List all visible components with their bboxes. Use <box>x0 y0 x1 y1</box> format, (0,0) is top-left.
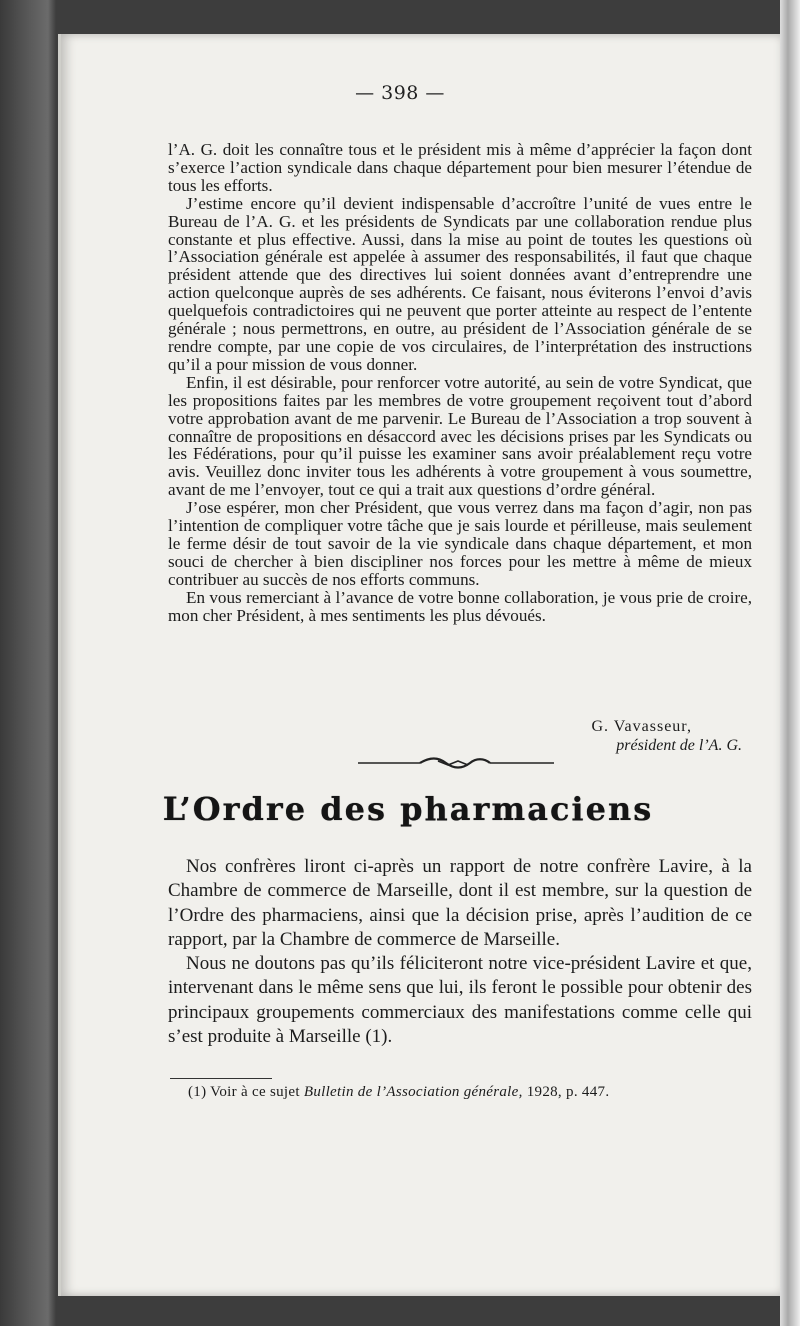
footnote-marker: (1) <box>188 1084 207 1100</box>
letter-paragraph: l’A. G. doit les connaître tous et le président mis à même d’apprécier la façon dont s’exerce l’action syndicale dans chaque département pour bien mesurer l’étendue de tous les efforts. <box>168 140 752 195</box>
letter-paragraph: En vous remerciant à l’avance de votre bonne collaboration, je vous prie de croire, mon cher Président, à mes sentiments les plus dévoués. <box>168 587 752 625</box>
footnote <box>188 1084 748 1101</box>
footnote-suffix: 1928, p. 447. <box>526 1084 610 1100</box>
section-body <box>168 855 752 1049</box>
letter-body <box>168 141 752 624</box>
letter-paragraph: J’ose espérer, mon cher Président, que vous verrez dans ma façon d’agir, non pas l’intention de compliquer votre tâche que je sais lourde et périlleuse, mais seulement le ferme désir de tout savoir de la vie syndicale dans chaque département, et mon souci de chercher à bien discipliner nos forces pour les mettre à même de mieux contribuer au succès de nos efforts communs. <box>168 498 752 589</box>
footnote-rule <box>170 1078 272 1079</box>
signature-name: G. Vavasseur, <box>591 718 692 735</box>
footnote-title: Bulletin de l’Association générale, <box>303 1084 523 1100</box>
section-paragraph: Nous ne doutons pas qu’ils féliciteront notre vice-président Lavire et que, intervenant dans le même sens que lui, ils feront le possible pour obtenir des principaux groupements commerciaux des manifestations comme celle qui s’est produite à Marseille (1). <box>168 953 752 1048</box>
letter-paragraph: J’estime encore qu’il devient indispensable d’accroître l’unité de vues entre le Bureau de l’A. G. et les présidents de Syndicats par une collaboration rendue plus constante et plus effective. Aussi, dans la mise au point de toutes les questions où l’Association générale est appelée à assumer des responsabilités, il faut que chaque président attende que des directives lui soient données avant d’entreprendre une action quelconque auprès de ses adhérents. Ce faisant, nous éviterons l’envoi d’avis quelquefois contradictoires qui ne peuvent que porter atteinte au respect de l’entente générale ; nous permettrons, en outre, au président de l’Association générale de se rendre compte, par une copie de vos circulaires, de l’interprétation des instructions qu’il a pour mission de vous donner. <box>168 193 752 374</box>
page-number: — 398 — <box>355 82 445 104</box>
page-edge <box>780 0 800 1326</box>
section-paragraph: Nos confrères liront ci-après un rapport de notre confrère Lavire, à la Chambre de commerce de Marseille, dont il est membre, sur la question de l’Ordre des pharmaciens, ainsi que la décision prise, après l’audition de ce rapport, par la Chambre de commerce de Marseille. <box>168 856 752 950</box>
signature-block <box>168 718 752 755</box>
ornamental-divider <box>358 756 554 770</box>
footnote-prefix: Voir à ce sujet <box>210 1084 300 1100</box>
letter-paragraph: Enfin, il est désirable, pour renforcer votre autorité, au sein de votre Syndicat, que les propositions faites par les membres de votre groupement reçoivent tout d’abord votre approbation avant de me parvenir. Le Bureau de l’Association a trop souvent à connaître de propositions en désaccord avec les décisions prises par les Syndicats ou les Fédérations, pour qu’il puisse les examiner sans avoir préalablement reçu votre avis. Veuillez donc inviter tous les adhérents à votre groupement à vous soumettre, avant de me l’envoyer, tout ce qui a trait aux questions d’ordre général. <box>168 372 752 500</box>
section-heading: L’Ordre des pharmaciens <box>162 790 654 828</box>
signature-title: président de l’A. G. <box>616 737 742 754</box>
